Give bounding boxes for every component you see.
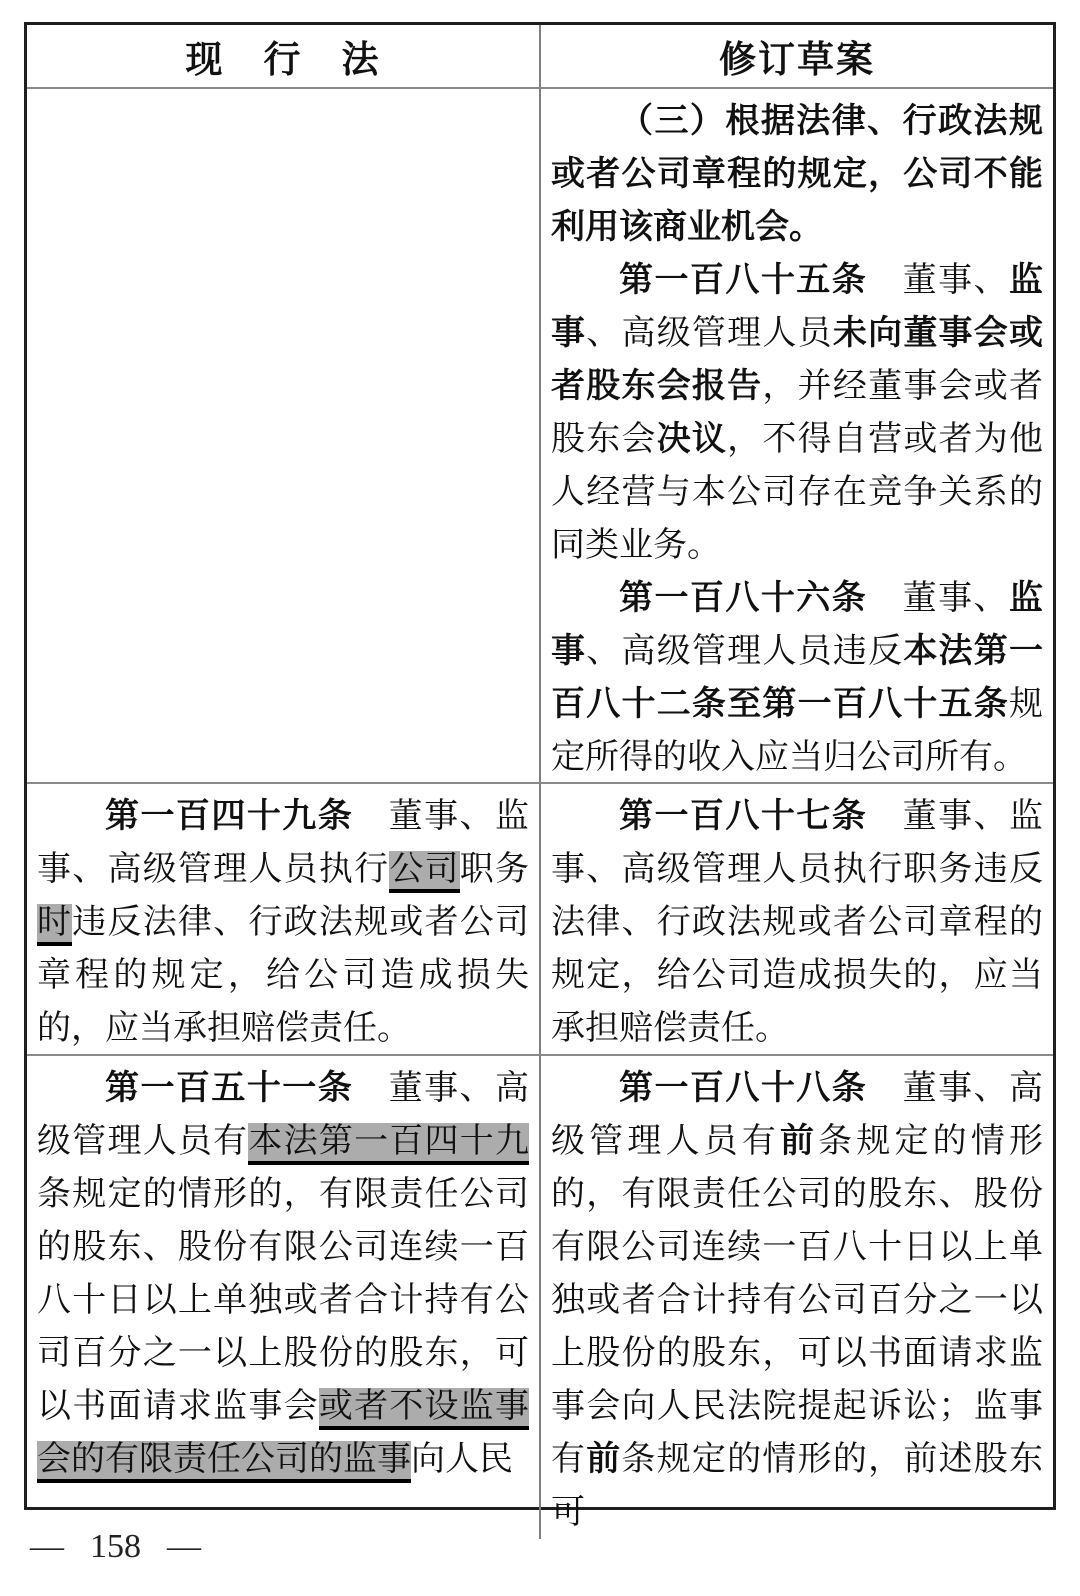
bold-text-run: 第一百八十六条	[619, 579, 868, 617]
text-run: 董事、高级管理人员有	[551, 1070, 1044, 1160]
text-run: 董事、	[867, 262, 1010, 299]
highlighted-text-run: 本法第一百四十九	[248, 1123, 529, 1165]
text-run: 规定所得的收入应当归公司所有。	[551, 686, 1043, 776]
paragraph	[551, 790, 1043, 1055]
row-2-right-cell	[539, 782, 1053, 1054]
header-revised-draft: 修订草案	[539, 25, 1053, 87]
footer-left-dash: —	[30, 1528, 64, 1565]
text-run: 、高级管理人员	[586, 315, 833, 352]
page-footer	[30, 1528, 201, 1566]
text-run: 条规定的情形的，有限责任公司的股东、股份有限公司连续一百八十日以上单独或者合计持有公司百分之一以上股份的股东，可以书面请求监事会	[37, 1176, 529, 1425]
text-run: 条规定的情形的，前述股东可	[551, 1441, 1044, 1531]
bold-text-run: 未向董事会或者股东会报告	[551, 314, 1044, 405]
text-run: ，不得自营或者为他人经营与本公司存在竞争关系的同类业务。	[551, 421, 1044, 564]
text-run: 、高级管理人员违反	[586, 633, 904, 670]
row-3-left-cell	[27, 1054, 539, 1539]
bold-text-run: 前	[780, 1122, 819, 1160]
text-run: 职务	[459, 851, 530, 888]
paragraph	[37, 790, 529, 1055]
bold-text-run: 第一百八十七条	[619, 797, 868, 835]
paragraph	[551, 254, 1043, 572]
highlighted-text-run: 公司	[389, 851, 459, 893]
row-1-right-cell	[539, 87, 1053, 782]
text-run: ，并经董事会或者股东会	[551, 368, 1044, 458]
header-current-law: 现 行 法	[185, 39, 381, 80]
bold-text-run: 第一百八十八条	[619, 1069, 868, 1107]
text-run: 董事、	[867, 580, 1010, 617]
bold-text-run: 前	[586, 1440, 622, 1478]
bold-text-run: 本法第一百八十二条至第一百八十五条	[551, 632, 1044, 723]
highlighted-text-run: 时	[37, 904, 72, 946]
paragraph	[551, 95, 1043, 254]
bold-text-run: 第一百四十九条	[105, 797, 354, 835]
paragraph	[37, 1062, 529, 1486]
bold-text-run: 监事	[551, 579, 1044, 670]
paragraph	[551, 1062, 1043, 1539]
text-run: 向人民	[411, 1441, 513, 1478]
bold-text-run: 监事	[551, 261, 1044, 352]
bold-text-run: 第一百八十五条	[619, 261, 868, 299]
row-2-left-cell	[27, 782, 539, 1054]
bold-text-run: （三）根据法律、行政法规或者公司章程的规定，公司不能利用该商业机会。	[551, 102, 1043, 246]
page-number: 158	[90, 1528, 141, 1565]
highlighted-text-run: 或者不设监事会的有限责任公司的监事	[37, 1388, 529, 1483]
bold-text-run: 决议	[656, 420, 728, 458]
text-run: 违反法律、行政法规或者公司章程的规定，给公司造成损失的，应当承担赔偿责任。	[37, 904, 530, 1047]
text-run: 董事、监事、高级管理人员执行	[37, 798, 530, 888]
row-1-left-cell	[27, 87, 539, 782]
text-run: 董事、高级管理人员有	[37, 1070, 530, 1160]
bold-text-run: 第一百五十一条	[105, 1069, 354, 1107]
paragraph	[551, 572, 1043, 784]
comparison-table	[24, 22, 1056, 1531]
text-run: 条规定的情形的，有限责任公司的股东、股份有限公司连续一百八十日以上单独或者合计持有公司百分之一以上股份的股东，可以书面请求监事会向人民法院提起诉讼；监事有	[551, 1123, 1044, 1478]
footer-right-dash: —	[167, 1528, 201, 1565]
text-run: 董事、监事、高级管理人员执行职务违反法律、行政法规或者公司章程的规定，给公司造成损失的，应当承担赔偿责任。	[551, 798, 1044, 1047]
row-3-right-cell	[539, 1054, 1053, 1539]
